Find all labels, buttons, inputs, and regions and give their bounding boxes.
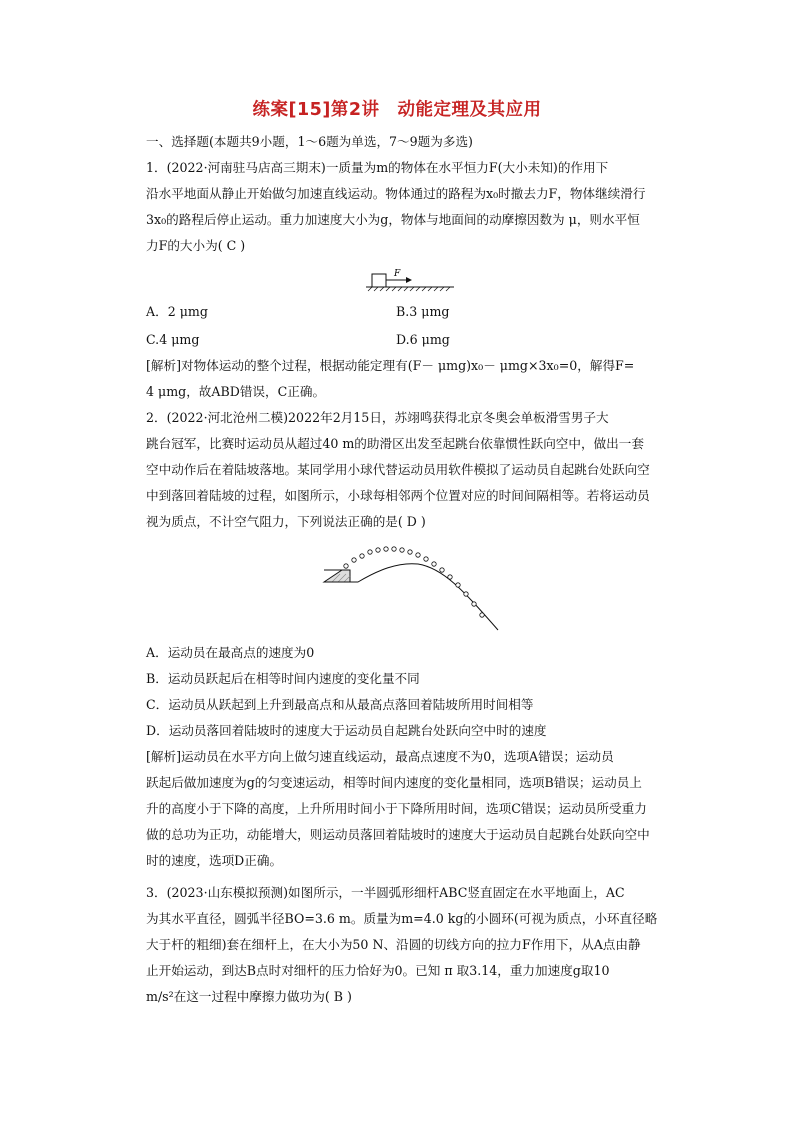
q1-option-d: D.6 μmg — [396, 332, 450, 347]
q2-option-a: A．运动员在最高点的速度为0 — [146, 645, 315, 660]
q2-option-b: B．运动员跃起后在相等时间内速度的变化量不同 — [146, 671, 420, 686]
q1-line-4: 力F的大小为( C ) — [146, 238, 246, 253]
q2-option-d: D．运动员落回着陆坡时的速度大于运动员自起跳台处跃向空中时的速度 — [146, 723, 547, 738]
force-arrowhead — [406, 277, 412, 283]
block — [372, 274, 386, 287]
q1-option-a: A．2 μmg — [146, 304, 208, 319]
q1-line-1: 1．(2022·河南驻马店高三期末)一质量为m的物体在水平恒力F(大小未知)的作用下 — [146, 160, 609, 175]
page-title: 练案[15]第2讲 动能定理及其应用 — [252, 100, 542, 120]
q2-analysis-1: [解析]运动员在水平方向上做匀速直线运动，最高点速度不为0，选项A错误；运动员 — [146, 749, 614, 764]
q1-line-2: 沿水平地面从静止开始做匀加速直线运动。物体通过的路程为x₀时撤去力F，物体继续滑行 — [146, 186, 646, 201]
force-label: F — [394, 269, 401, 279]
q1-option-b: B.3 μmg — [396, 304, 450, 319]
q1-line-3: 3x₀的路程后停止运动。重力加速度大小为g，物体与地面间的动摩擦因数为 μ，则水平恒 — [146, 212, 640, 227]
q1-option-c: C.4 μmg — [146, 332, 200, 347]
q2-analysis-2: 跃起后做加速度为g的匀变速运动，相等时间内速度的变化量相同，选项B错误；运动员上 — [146, 775, 642, 790]
q2-line-1: 2．(2022·河北沧州二模)2022年2月15日，苏翊鸣获得北京冬奥会单板滑雪男子大 — [146, 410, 609, 425]
q2-line-4: 中到落回着陆坡的过程，如图所示，小球每相邻两个位置对应的时间间隔相等。若将运动员 — [146, 488, 650, 503]
q1-analysis-2: 4 μmg，故ABD错误，C正确。 — [146, 384, 326, 399]
section-heading: 一、选择题(本题共9小题，1～6题为单选，7～9题为多选) — [146, 134, 473, 149]
q3-line-1: 3．(2023·山东模拟预测)如图所示，一半圆弧形细杆ABC竖直固定在水平地面上，AC — [146, 885, 625, 900]
ball-positions — [344, 547, 484, 617]
q1-block-figure — [360, 266, 460, 294]
q2-analysis-3: 升的高度小于下降的高度，上升所用时间小于下降所用时间，选项C错误；运动员所受重力 — [146, 801, 647, 816]
ground-hatching — [368, 287, 450, 291]
q2-option-c: C．运动员从跃起到上升到最高点和从最高点落回着陆坡所用时间相等 — [146, 697, 534, 712]
q3-line-5: m/s²在这一过程中摩擦力做功为( B ) — [146, 989, 352, 1004]
q2-line-3: 空中动作后在着陆坡落地。某同学用小球代替运动员用软件模拟了运动员自起跳台处跃向空 — [146, 462, 650, 477]
q3-line-4: 止开始运动，到达B点时对细杆的压力恰好为0。已知 π 取3.14，重力加速度g取10 — [146, 963, 610, 978]
q2-line-5: 视为质点，不计空气阻力，下列说法正确的是( D ) — [146, 514, 426, 529]
q2-analysis-4: 做的总功为正功，动能增大，则运动员落回着陆坡时的速度大于运动员自起跳台处跃向空中 — [146, 827, 650, 842]
q3-line-3: 大于杆的粗细)套在细杆上，在大小为50 N、沿圆的切线方向的拉力F作用下，从A点由静 — [146, 937, 641, 952]
q3-line-2: 为其水平直径，圆弧半径BO=3.6 m。质量为m=4.0 kg的小圆环(可视为质点，小环直径略 — [146, 911, 658, 926]
q2-analysis-5: 时的速度，选项D正确。 — [146, 853, 283, 868]
q2-ski-jump-figure — [318, 540, 508, 636]
q1-analysis-1: [解析]对物体运动的整个过程，根据动能定理有(F－ μmg)x₀－ μmg×3x₀=0，解得F= — [146, 358, 635, 373]
q2-line-2: 跳台冠军，比赛时运动员从超过40 m的助滑区出发至起跳台依靠惯性跃向空中，做出一套 — [146, 436, 644, 451]
